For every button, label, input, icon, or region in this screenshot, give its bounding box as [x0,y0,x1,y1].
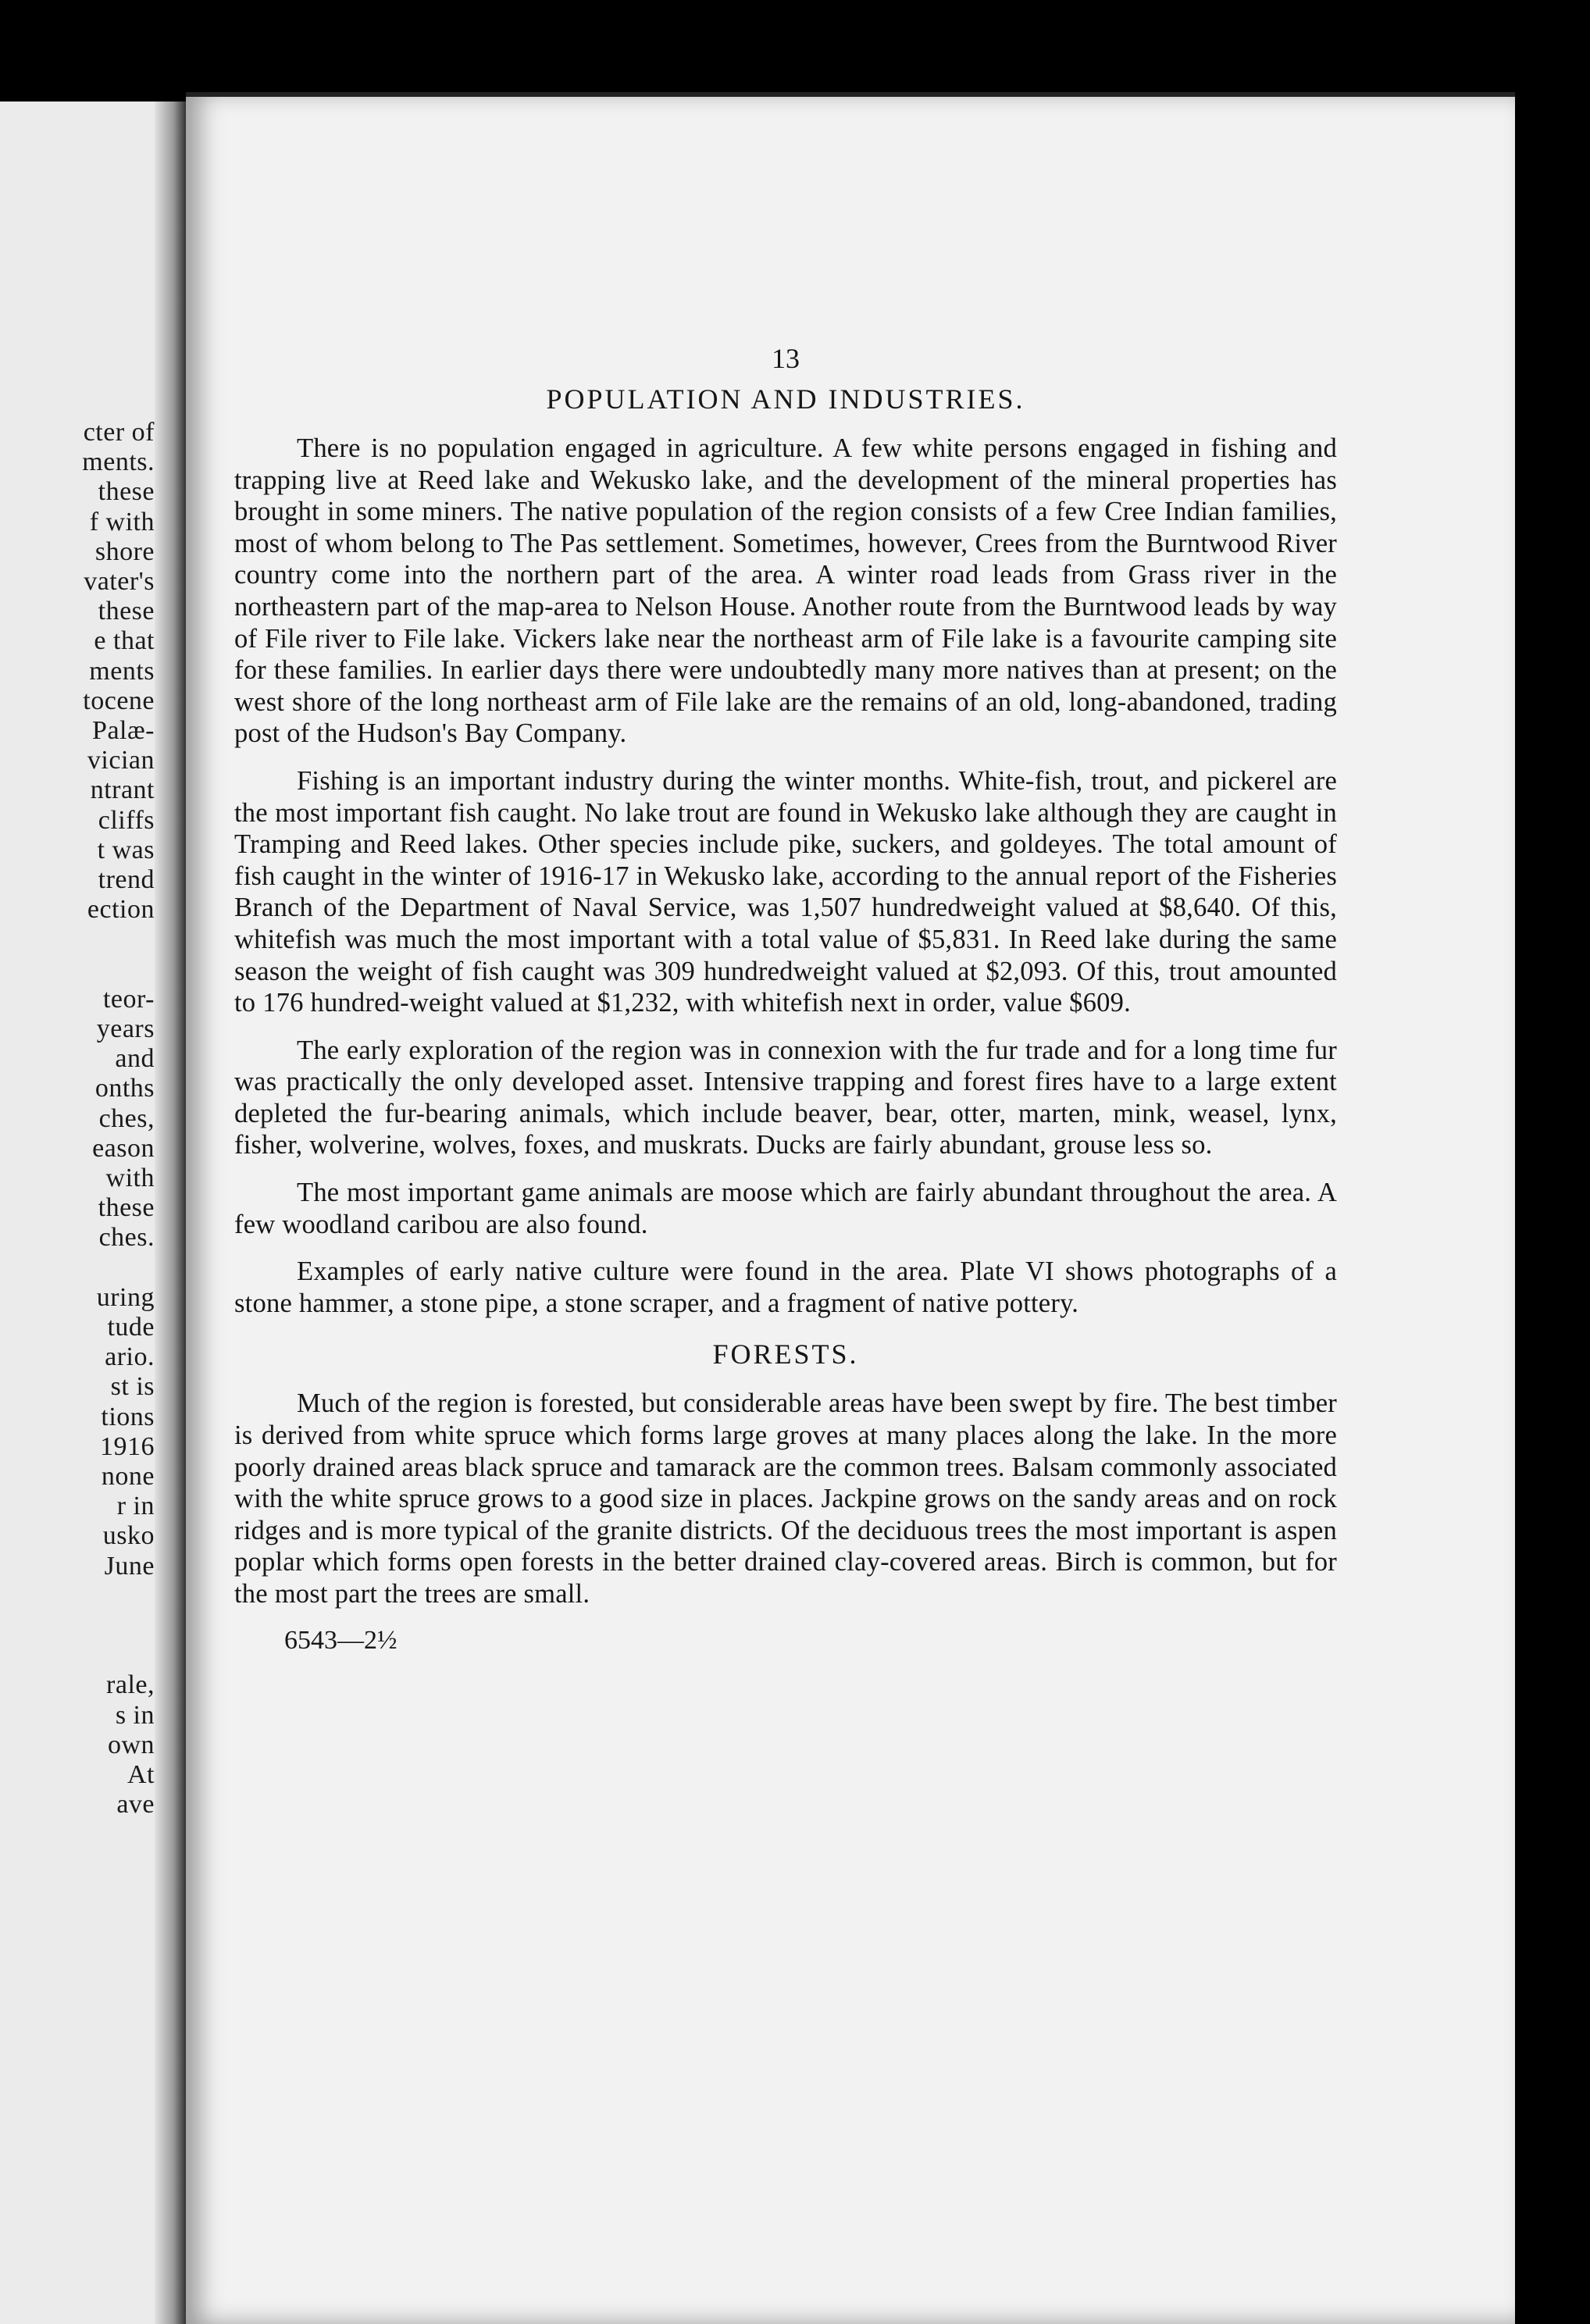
left-page-fragment: onths [94,1074,155,1103]
page-content [234,342,1337,1656]
left-page-fragment: shore [94,536,155,566]
left-page-fragment: s in [115,1700,155,1730]
left-page-edge [0,102,186,2324]
page-number: 13 [772,343,800,374]
left-page-fragment: these [98,597,155,626]
left-page-fragment: uring [96,1282,155,1312]
left-page-fragment: ection [87,895,155,925]
paragraph-fur-trade: The early exploration of the region was in connexion with the fur trade and for a long time fur was practically the only developed asset. Intensive trapping and forest fires have to a large extent depleted the fur-bearing animals, which include beaver, bear, otter, marten, mink, weasel, lynx, fisher, wolverine, wolves, foxes, and muskrats. Ducks are fairly abundant, grouse less so. [234,1035,1337,1160]
left-page-fragment: with [105,1164,155,1192]
left-page-fragment: t was [97,835,155,864]
left-page-fragment: own [107,1730,155,1759]
left-page-fragment: cliffs [98,805,155,835]
left-page-fragment: these [98,477,155,507]
left-page-fragment: vician [87,746,155,775]
paragraph-game-animals: The most important game animals are moose which are fairly abundant throughout the area. A few woodland caribou are also found. [234,1178,1337,1239]
left-page-fragment: ments. [82,447,155,477]
signature-mark: 6543—2½ [284,1625,398,1655]
left-page-fragment: 1916 [100,1431,155,1461]
left-page-fragment: e that [94,626,155,656]
left-page-fragment: vater's [84,567,155,596]
paragraph-forests: Much of the region is forested, but considerable areas have been swept by fire. The best timber is derived from white spruce which forms large groves at many places along the lake. In the more poorly drained areas black spruce and tamarack are the common trees. Balsam commonly associated with the white spruce grows to a good size in places. Jackpine grows on the sandy areas and on rock ridges and is more typical of the granite districts. Of the deciduous trees the most important is aspen poplar which forms open forests in the better drained clay-covered areas. Birch is common, but for the most part the trees are small. [234,1388,1337,1609]
left-page-fragment: At [127,1760,155,1789]
left-page-fragment: ave [116,1790,155,1820]
left-page-fragment: rale, [106,1670,155,1700]
left-page-fragment: tude [107,1313,155,1342]
paragraph-fishing: Fishing is an important industry during the winter months. White-fish, trout, and pickerel are the most important fish caught. No lake trout are found in Wekusko lake although they are caught in Tramping and Reed lakes. Other species include pike, suckers, and goldeyes. The total amount of fish caught in the winter of 1916-17 in Wekusko lake, according to the annual report of the Fisheries Branch of the Department of Naval Service, was 1,507 hundredweight valued at $8,640. Of this, whitefish was much the most important with a total value of $5,831. In Reed lake during the same season the weight of fish caught was 309 hundredweight valued at $2,093. Of this, trout amounted to 176 hundred-weight valued at $1,232, with whitefish next in order, value $609. [234,765,1337,1018]
left-page-fragment: ches. [98,1223,155,1253]
left-page-fragment: ntrant [90,775,155,805]
left-page-fragment: June [104,1551,155,1581]
left-page-fragment: ments [89,656,155,686]
left-page-fragment: these [98,1193,155,1223]
left-page-fragment: trend [98,865,155,894]
left-page-fragment: usko [102,1521,155,1551]
left-page-fragment: r in [116,1492,155,1521]
paragraph-native-culture: Examples of early native culture were found in the area. Plate VI shows photographs of a stone hammer, a stone pipe, a stone scraper, and a fragment of native pottery. [234,1256,1337,1318]
book-gutter [155,102,186,2324]
left-page-fragment: f with [89,507,155,536]
left-page-fragment: teor- [102,984,155,1014]
left-page-fragment: ario. [105,1342,155,1372]
left-page-fragment: st is [110,1372,155,1402]
left-page-fragment: Palæ- [92,716,155,745]
paragraph-population: There is no population engaged in agriculture. A few white persons engaged in fishing and trapping live at Reed lake and Wekusko lake, and the development of the mineral properties has brought in some miners. The native population of the region consists of a few Cree Indian families, most of whom belong to The Pas settlement. Sometimes, however, Crees from the Burntwood River country come into the northern part of the area. A winter road leads from Grass river in the northeastern part of the map-area to Nelson House. Another route from the Burntwood leads by way of File river to File lake. Vickers lake near the northeast arm of File lake is a favourite camping site for these families. In earlier days there were undoubtedly many more natives than at present; on the west shore of the long northeast arm of File lake are the remains of an old, long-abandoned, trading post of the Hudson's Bay Company. [234,433,1337,749]
left-page-fragment: tocene [83,686,155,715]
left-page-fragment: years [96,1014,155,1043]
section-heading-forests: FORESTS. [712,1338,859,1371]
left-page-fragment: and [115,1044,155,1074]
right-page [186,92,1515,2324]
section-heading-population: POPULATION AND INDUSTRIES. [546,383,1025,415]
left-page-fragment: ches, [98,1103,155,1133]
left-page-fragment: tions [101,1402,155,1431]
page-top-edge [186,92,1515,97]
left-page-fragment: cter of [83,418,155,447]
left-page-fragment: none [101,1462,155,1491]
left-page-fragment: eason [92,1133,155,1163]
